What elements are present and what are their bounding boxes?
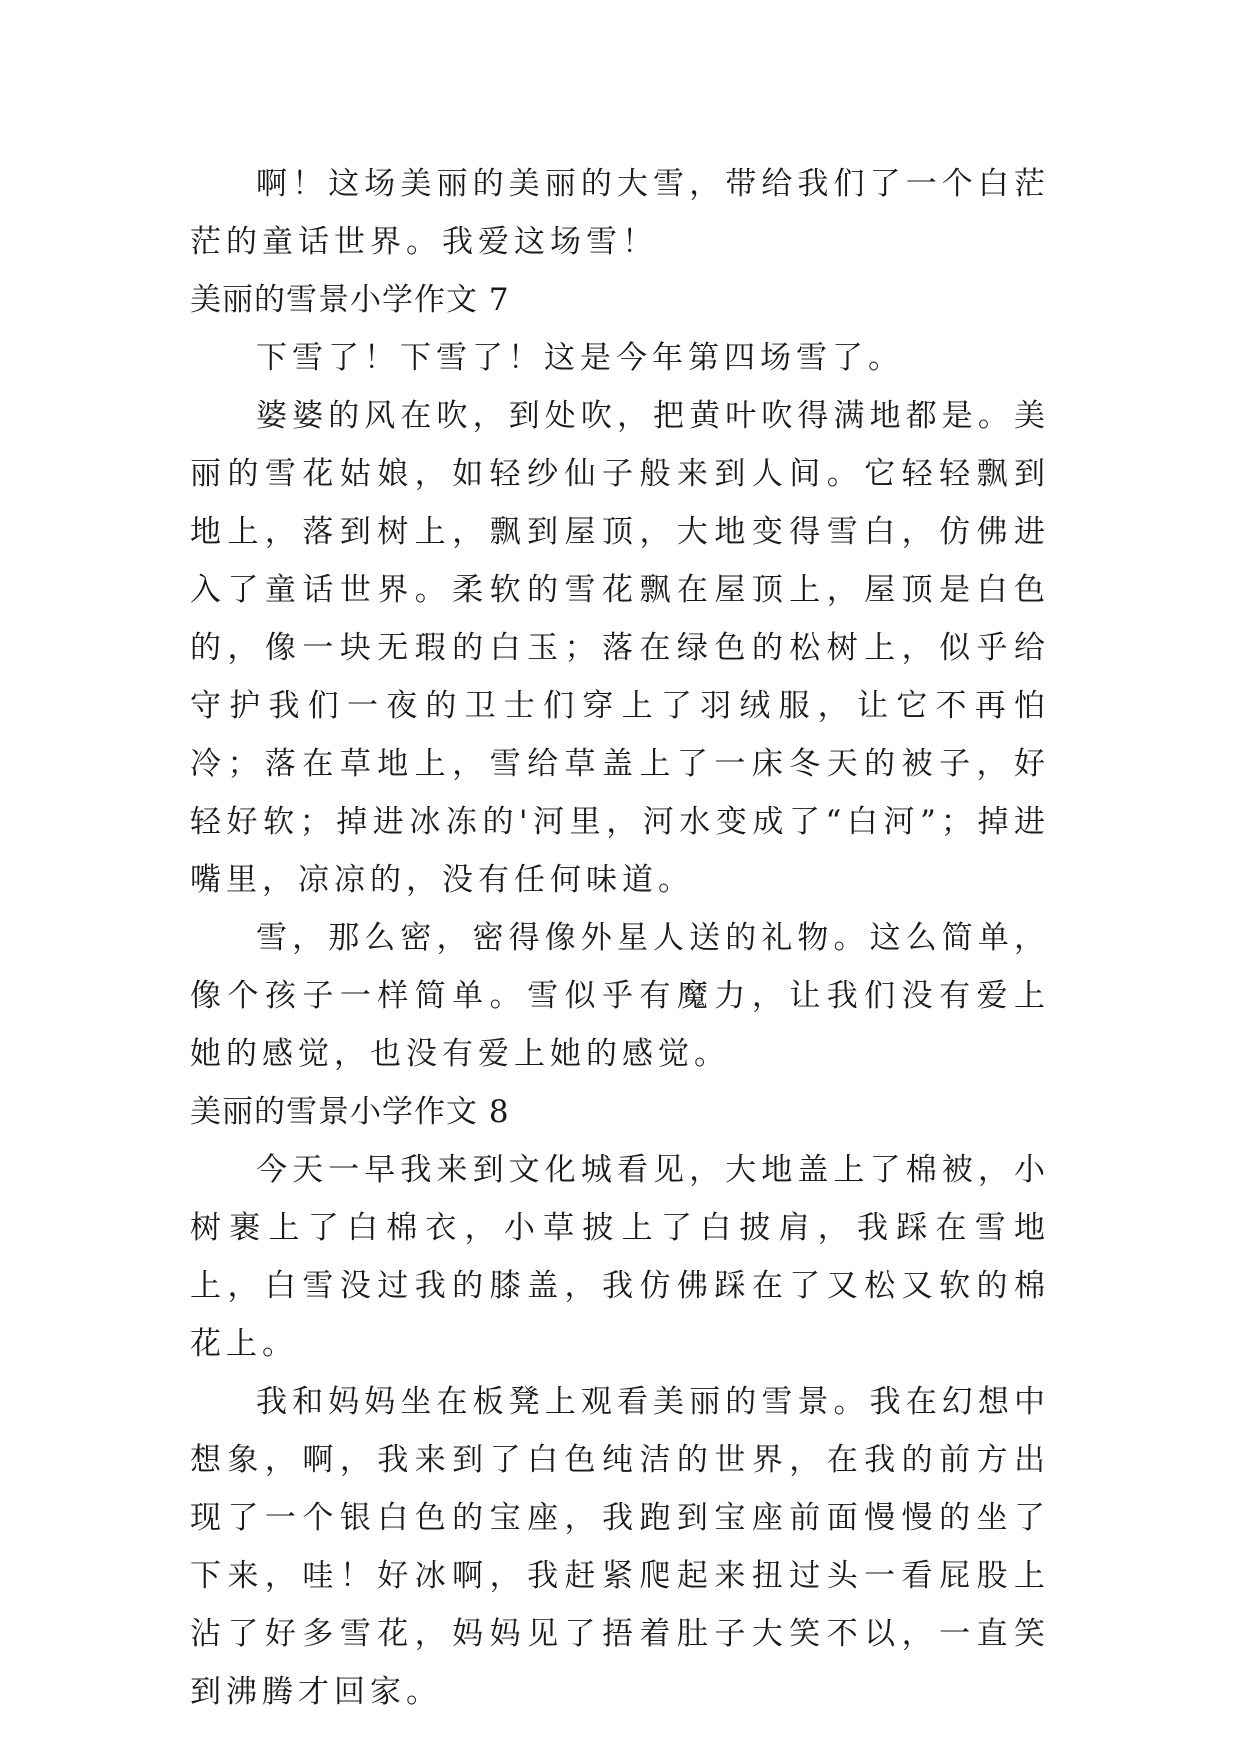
paragraph-essay-7-closing: 雪，那么密，密得像外星人送的礼物。这么简单，像个孩子一样简单。雪似乎有魔力，让我们没有爱上她的感觉，也没有爱上她的感觉。 (190, 920, 1050, 1072)
document-page (190, 155, 1050, 1721)
paragraph-closing-essay-6: 啊！这场美丽的美丽的大雪，带给我们了一个白茫茫的童话世界。我爱这场雪！ (190, 166, 1050, 260)
essay-title-8: 美丽的雪景小学作文 8 (190, 1094, 510, 1130)
paragraph-essay-7-body: 婆婆的风在吹，到处吹，把黄叶吹得满地都是。美丽的雪花姑娘，如轻纱仙子般来到人间。它轻轻飘到地上，落到树上，飘到屋顶，大地变得雪白，仿佛进入了童话世界。柔软的雪花飘在屋顶上，屋顶是白色的，像一块无瑕的白玉；落在绿色的松树上，似乎给守护我们一夜的卫士们穿上了羽绒服，让它不再怕冷；落在草地上，雪给草盖上了一床冬天的被子，好轻好软；掉进冰冻的'河里，河水变成了“白河”；掉进嘴里，凉凉的，没有任何味道。 (190, 398, 1050, 898)
paragraph-essay-7-opening: 下雪了！下雪了！这是今年第四场雪了。 (256, 340, 904, 376)
paragraph-essay-8-opening: 今天一早我来到文化城看见，大地盖上了棉被，小树裹上了白棉衣，小草披上了白披肩，我踩在雪地上，白雪没过我的膝盖，我仿佛踩在了又松又软的棉花上。 (190, 1152, 1050, 1362)
paragraph-essay-8-body: 我和妈妈坐在板凳上观看美丽的雪景。我在幻想中想象，啊，我来到了白色纯洁的世界，在我的前方出现了一个银白色的宝座，我跑到宝座前面慢慢的坐了下来，哇！好冰啊，我赶紧爬起来扭过头一看屁股上沾了好多雪花，妈妈见了捂着肚子大笑不以，一直笑到沸腾才回家。 (190, 1384, 1050, 1710)
essay-title-7: 美丽的雪景小学作文 7 (190, 282, 510, 318)
